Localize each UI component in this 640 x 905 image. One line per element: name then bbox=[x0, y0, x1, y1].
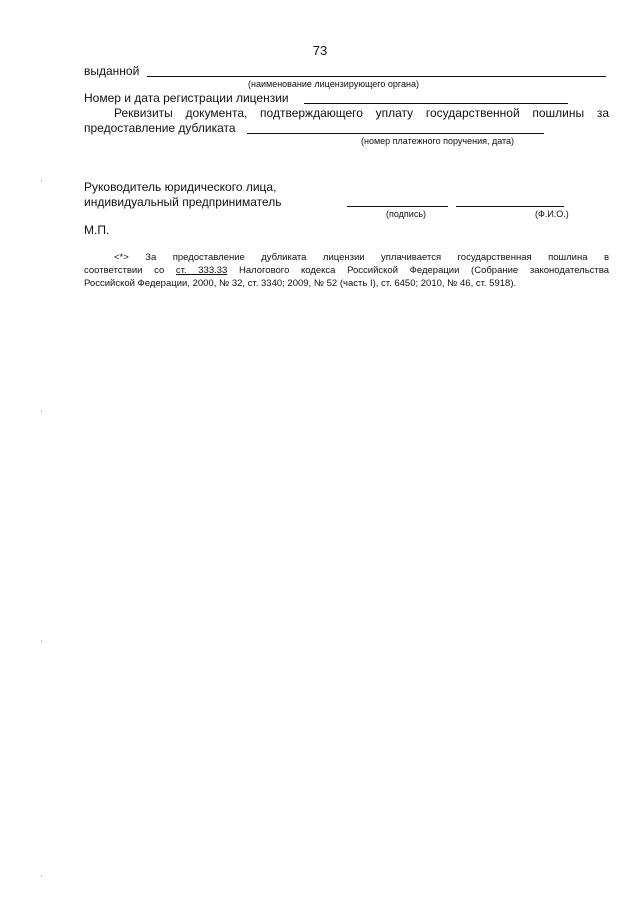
payment-document-line2: предоставление дубликата bbox=[84, 121, 236, 135]
issued-by-caption: (наименование лицензирующего органа) bbox=[248, 79, 419, 89]
signatory-line2: индивидуальный предприниматель bbox=[84, 195, 282, 209]
footnote-line2-after: Налогового кодекса Российской Федерации (Собрание законодательства bbox=[238, 265, 610, 276]
signatory-line1: Руководитель юридического лица, bbox=[84, 180, 277, 194]
registration-label: Номер и дата регистрации лицензии bbox=[84, 91, 289, 105]
footnote-line1: <*> За предоставление дубликата лицензии уплачивается государственная пошлина в bbox=[114, 252, 609, 263]
full-name-caption: (Ф.И.О.) bbox=[535, 209, 569, 219]
issued-by-label: выданной bbox=[84, 64, 140, 78]
payment-document-caption: (номер платежного поручения, дата) bbox=[361, 136, 515, 146]
scan-mark bbox=[41, 640, 42, 642]
payment-document-field-line bbox=[247, 133, 544, 134]
registration-field-line bbox=[304, 103, 568, 104]
issued-by-field-line bbox=[147, 76, 606, 77]
payment-document-line1: Реквизиты документа, подтверждающего уплату государственной пошлины за bbox=[114, 106, 609, 120]
scan-mark bbox=[41, 410, 42, 412]
footnote-line2-before: соответствии со bbox=[84, 265, 165, 276]
stamp-label: М.П. bbox=[84, 223, 110, 237]
scan-mark bbox=[41, 875, 42, 877]
full-name-field-line bbox=[456, 206, 564, 207]
footnote-line3: Российской Федерации, 2000, № 32, ст. 3340; 2009, № 52 (часть I), ст. 6450; 2010, № 46, ст. 5918). bbox=[84, 278, 517, 289]
scan-mark bbox=[41, 180, 42, 182]
footnote-line2 bbox=[84, 264, 609, 277]
tax-code-article-link[interactable]: ст. 333.33 bbox=[175, 265, 228, 276]
signature-caption: (подпись) bbox=[386, 209, 427, 219]
signature-field-line bbox=[347, 206, 448, 207]
page-number: 73 bbox=[312, 43, 328, 58]
